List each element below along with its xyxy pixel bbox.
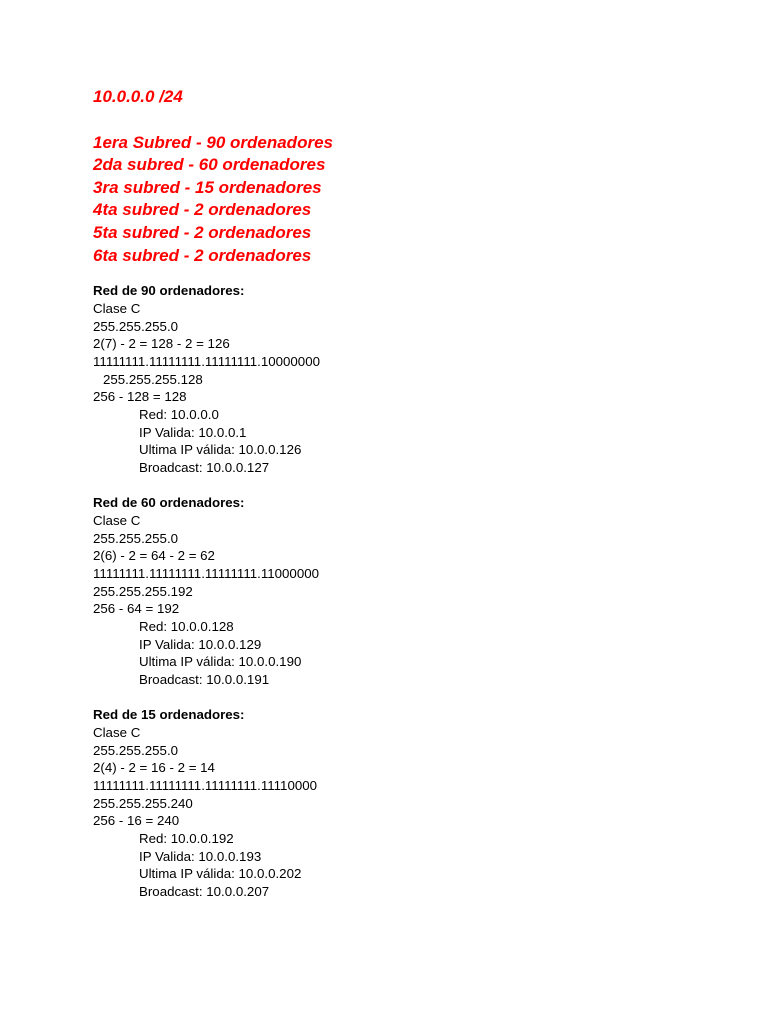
subnet-section-90 (93, 282, 733, 477)
decimal-mask-line: 255.255.255.192 (93, 583, 193, 599)
document-page (93, 86, 733, 918)
section-heading: Red de 90 ordenadores: (93, 283, 245, 299)
subnet-requirement: 3ra subred - 15 ordenadores (93, 177, 322, 197)
hosts-calc-line: 2(7) - 2 = 128 - 2 = 126 (93, 336, 230, 352)
default-mask-line: 255.255.255.0 (93, 318, 179, 334)
first-valid-ip-line: IP Valida: 10.0.0.129 (139, 636, 262, 652)
network-address-line: Red: 10.0.0.0 (139, 406, 219, 422)
last-valid-ip-line: Ultima IP válida: 10.0.0.202 (139, 866, 302, 882)
network-title: 10.0.0.0 /24 (93, 87, 183, 106)
subnet-requirement: 2da subred - 60 ordenadores (93, 155, 326, 175)
broadcast-line: Broadcast: 10.0.0.207 (139, 884, 270, 900)
default-mask-line: 255.255.255.0 (93, 530, 179, 546)
broadcast-line: Broadcast: 10.0.0.127 (139, 460, 270, 476)
first-valid-ip-line: IP Valida: 10.0.0.1 (139, 424, 247, 440)
section-heading: Red de 60 ordenadores: (93, 495, 245, 511)
subnet-section-15 (93, 706, 733, 901)
hosts-calc-line: 2(4) - 2 = 16 - 2 = 14 (93, 760, 215, 776)
broadcast-line: Broadcast: 10.0.0.191 (139, 672, 270, 688)
subnet-requirements-list (93, 132, 733, 268)
class-line: Clase C (93, 724, 141, 740)
block-calc-line: 256 - 128 = 128 (93, 389, 187, 405)
last-valid-ip-line: Ultima IP válida: 10.0.0.190 (139, 654, 302, 670)
binary-mask-line: 11111111.11111111.11111111.10000000 (93, 353, 320, 369)
subnet-calculations (93, 282, 733, 901)
block-calc-line: 256 - 64 = 192 (93, 601, 180, 617)
subnet-requirement: 4ta subred - 2 ordenadores (93, 200, 312, 220)
subnet-requirement: 5ta subred - 2 ordenadores (93, 222, 312, 242)
subnet-section-60 (93, 494, 733, 689)
decimal-mask-line: 255.255.255.240 (93, 795, 193, 811)
class-line: Clase C (93, 512, 141, 528)
network-address-line: Red: 10.0.0.128 (139, 619, 234, 635)
binary-mask-line: 11111111.11111111.11111111.11110000 (93, 778, 318, 794)
first-valid-ip-line: IP Valida: 10.0.0.193 (139, 848, 262, 864)
section-heading: Red de 15 ordenadores: (93, 707, 245, 723)
class-line: Clase C (93, 300, 141, 316)
decimal-mask-line: 255.255.255.128 (103, 371, 203, 387)
block-calc-line: 256 - 16 = 240 (93, 813, 180, 829)
last-valid-ip-line: Ultima IP válida: 10.0.0.126 (139, 442, 302, 458)
default-mask-line: 255.255.255.0 (93, 742, 179, 758)
subnet-requirement: 1era Subred - 90 ordenadores (93, 132, 333, 152)
subnet-requirement: 6ta subred - 2 ordenadores (93, 245, 312, 265)
network-address-line: Red: 10.0.0.192 (139, 831, 234, 847)
hosts-calc-line: 2(6) - 2 = 64 - 2 = 62 (93, 548, 215, 564)
binary-mask-line: 11111111.11111111.11111111.11000000 (93, 565, 320, 581)
